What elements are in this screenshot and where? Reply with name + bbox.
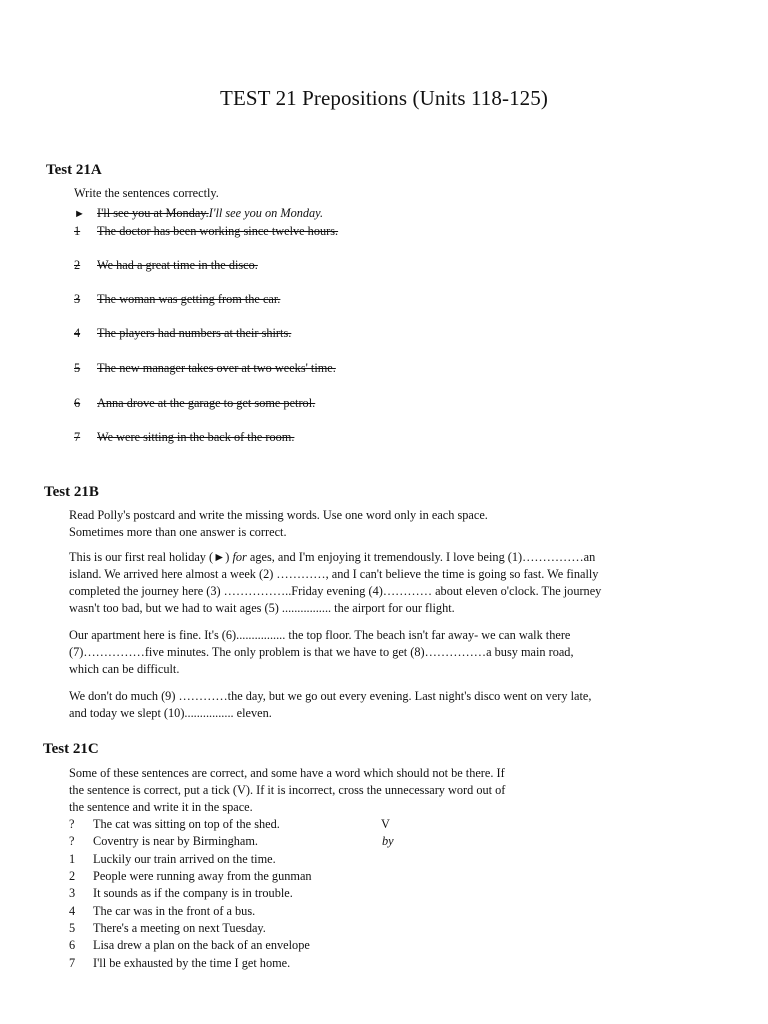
text-run: ages, and I'm enjoying it tremendously. I love being (1)……………an [246,550,596,564]
test-21a-item [74,326,291,341]
test-21c-item [69,834,258,849]
test-21c-item [69,921,266,936]
example-answer-word: by [382,834,394,848]
test-21a-item [74,430,294,445]
item-number: 2 [74,258,81,272]
item-text: Coventry is near by Birmingham. [93,834,258,848]
item-text: The car was in the front of a bus. [93,904,256,918]
test-21a-item [74,396,315,411]
item-number: 1 [69,852,76,866]
item-text: The cat was sitting on top of the shed. [93,817,280,831]
instruction-line: the sentence and write it in the space. [69,800,253,814]
text-line: completed the journey here (3) ……………..Friday evening (4)………… about eleven o'clock. The journey [69,584,602,598]
item-number: 6 [74,396,81,410]
postcard-paragraph-3 [69,688,719,722]
item-text: The doctor has been working since twelve hours. [97,224,339,238]
item-number: 5 [69,921,76,935]
example-correct: I'll see you on Monday. [208,206,324,220]
test-21c-item [69,869,312,884]
text-line: wasn't too bad, but we had to wait ages (5) ................ the airport for our flight. [69,601,455,615]
text-run: This is our first real holiday (►) [69,550,233,564]
text-line: island. We arrived here almost a week (2) …………, and I can't believe the time is going so fast. We finally [69,567,599,581]
instruction-line: the sentence is correct, put a tick (V). If it is incorrect, cross the unnecessary word out of [69,783,506,797]
test-21b-heading: Test 21B [44,484,99,500]
item-text: Anna drove at the garage to get some petrol. [97,396,316,410]
item-text: We were sitting in the back of the room. [97,430,295,444]
item-number: 3 [69,886,76,900]
test-21a-example [74,206,323,221]
example-answer: for [232,550,247,564]
item-text: It sounds as if the company is in trouble. [93,886,293,900]
item-number: ? [69,817,75,831]
item-text: There's a meeting on next Tuesday. [93,921,266,935]
test-21c-item [69,817,280,832]
test-21c-item [69,886,293,901]
item-text: The woman was getting from the car. [97,292,281,306]
item-number: 7 [74,430,81,444]
text-line: (7)……………five minutes. The only problem is that we have to get (8)……………a busy main road, [69,645,574,659]
test-21a-item [74,292,280,307]
postcard-paragraph-1 [69,549,719,617]
postcard-paragraph-2 [69,627,719,678]
item-number: 7 [69,956,76,970]
test-21c-item [69,956,290,971]
text-line: which can be difficult. [69,662,180,676]
item-number: 6 [69,938,76,952]
test-21a-item [74,361,336,376]
test-21a-item [74,258,258,273]
text-line: We don't do much (9) …………the day, but we go out every evening. Last night's disco went on very late, [69,689,592,703]
item-text: People were running away from the gunman [93,869,312,883]
test-21a-item [74,224,338,239]
item-text: The players had numbers at their shirts. [97,326,292,340]
item-number: 4 [74,326,81,340]
item-number: 4 [69,904,76,918]
test-21b-instruction: Sometimes more than one answer is correct. [69,525,287,539]
item-number: ? [69,834,75,848]
item-number: 2 [69,869,76,883]
test-21a-heading: Test 21A [46,162,102,178]
item-number: 1 [74,224,81,238]
item-number: 3 [74,292,81,306]
test-21c-item [69,904,255,919]
item-text: We had a great time in the disco. [97,258,258,272]
test-21c-instructions [69,765,719,816]
item-number: 5 [74,361,81,375]
test-21a-instruction: Write the sentences correctly. [74,186,219,200]
item-text: I'll be exhausted by the time I get home. [93,956,291,970]
test-21b-instruction: Read Polly's postcard and write the missing words. Use one word only in each space. [69,508,488,522]
example-answer-tick: V [381,817,390,831]
item-text: Lisa drew a plan on the back of an envelope [93,938,310,952]
test-21c-item [69,938,310,953]
test-21c-item [69,852,276,867]
test-21c-heading: Test 21C [43,741,99,757]
example-arrow-icon: ► [74,208,85,220]
item-text: The new manager takes over at two weeks' time. [97,361,336,375]
text-line: and today we slept (10)................ eleven. [69,706,272,720]
instruction-line: Some of these sentences are correct, and some have a word which should not be there. If [69,766,505,780]
example-wrong: I'll see you at Monday. [97,206,209,220]
text-line: Our apartment here is fine. It's (6)................ the top floor. The beach isn't far away- we can walk there [69,628,571,642]
item-text: Luckily our train arrived on the time. [93,852,276,866]
page-title: TEST 21 Prepositions (Units 118-125) [220,86,548,110]
